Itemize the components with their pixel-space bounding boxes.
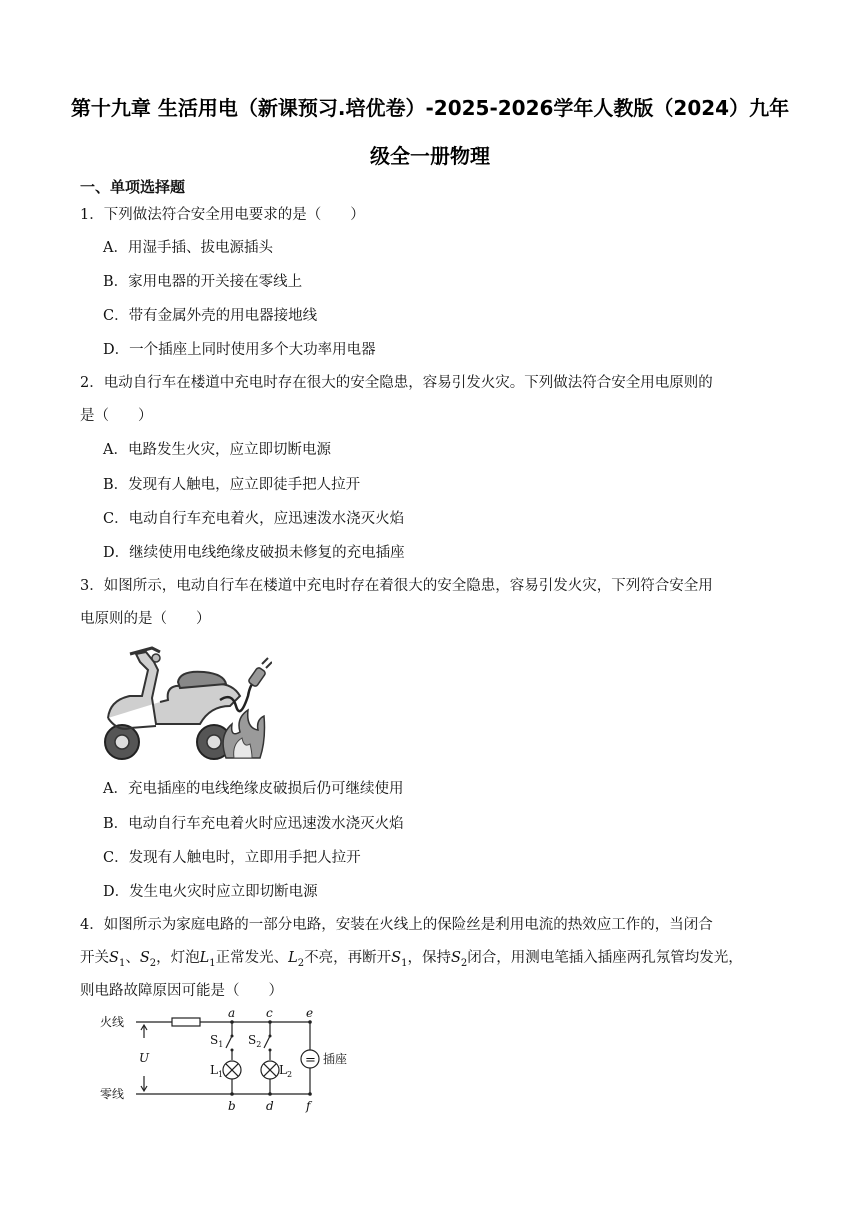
q3-stem-line-1: 3．如图所示，电动自行车在楼道中充电时存在着很大的安全隐患，容易引发火灾，下列符合安全用 (80, 578, 713, 594)
q4-stem-line-1: 4．如图所示为家庭电路的一部分电路，安装在火线上的保险丝是利用电流的热效应工作的，当闭合 (80, 917, 713, 933)
section-heading: 一、单项选择题 (80, 178, 186, 196)
lamp-l1-label: $L_1$ (210, 1063, 224, 1079)
node-e-label: e (306, 1008, 314, 1020)
voltage-label: U (139, 1051, 150, 1065)
node-f-label: f (306, 1099, 311, 1113)
q1-option-d: D．一个插座上同时使用多个大功率用电器 (103, 342, 376, 358)
q1-option-c: C．带有金属外壳的用电器接地线 (103, 308, 318, 324)
switch-s2-label: $S_2$ (248, 1033, 262, 1049)
q1-stem: 1．下列做法符合安全用电要求的是（ ） (80, 207, 365, 223)
q2-option-c: C．电动自行车充电着火，应迅速泼水浇灭火焰 (103, 511, 405, 527)
q1-option-a: A．用湿手插、拔电源插头 (103, 240, 273, 256)
q3-option-d: D．发生电火灾时应立即切断电源 (103, 884, 318, 900)
socket-symbol: = (305, 1053, 316, 1068)
socket-label: 插座 (323, 1052, 348, 1066)
q4-stem-line-3: 则电路故障原因可能是（ ） (80, 983, 283, 999)
live-wire-label: 火线 (100, 1015, 125, 1029)
q2-stem-line-1: 2．电动自行车在楼道中充电时存在很大的安全隐患，容易引发火灾。下列做法符合安全用电原则的 (80, 375, 713, 391)
household-circuit-diagram (96, 1008, 366, 1116)
document-title-line-2: 级全一册物理 (370, 144, 490, 168)
scooter-charging-fire-illustration (100, 640, 272, 766)
q2-option-a: A．电路发生火灾，应立即切断电源 (103, 442, 331, 458)
q3-option-c: C．发现有人触电时，立即用手把人拉开 (103, 850, 361, 866)
neutral-wire-label: 零线 (100, 1087, 125, 1101)
q3-stem-line-2: 电原则的是（ ） (80, 611, 211, 627)
q1-option-b: B．家用电器的开关接在零线上 (103, 274, 303, 290)
q3-option-a: A．充电插座的电线绝缘皮破损后仍可继续使用 (103, 781, 404, 797)
lamp-l2-label: $L_2$ (279, 1063, 293, 1079)
q4-stem-line-2: 开关$S_1$、$S_2$，灯泡$L_1$正常发光、$L_2$不亮，再断开$S_1$，保持$S_2$闭合，用测电笔插入插座两孔氖管均发光， (80, 950, 743, 969)
q2-stem-line-2: 是（ ） (80, 408, 153, 424)
switch-s1-label: $S_1$ (210, 1033, 224, 1049)
document-title-line-1: 第十九章 生活用电（新课预习.培优卷）-2025-2026学年人教版（2024）九年 (70, 96, 790, 120)
node-c-label: c (266, 1008, 273, 1020)
q2-option-d: D．继续使用电线绝缘皮破损未修复的充电插座 (103, 545, 405, 561)
node-b-label: b (228, 1099, 236, 1113)
node-d-label: d (266, 1099, 274, 1113)
node-a-label: a (228, 1008, 236, 1020)
q3-option-b: B．电动自行车充电着火时应迅速泼水浇灭火焰 (103, 816, 404, 832)
q2-option-b: B．发现有人触电，应立即徒手把人拉开 (103, 477, 361, 493)
